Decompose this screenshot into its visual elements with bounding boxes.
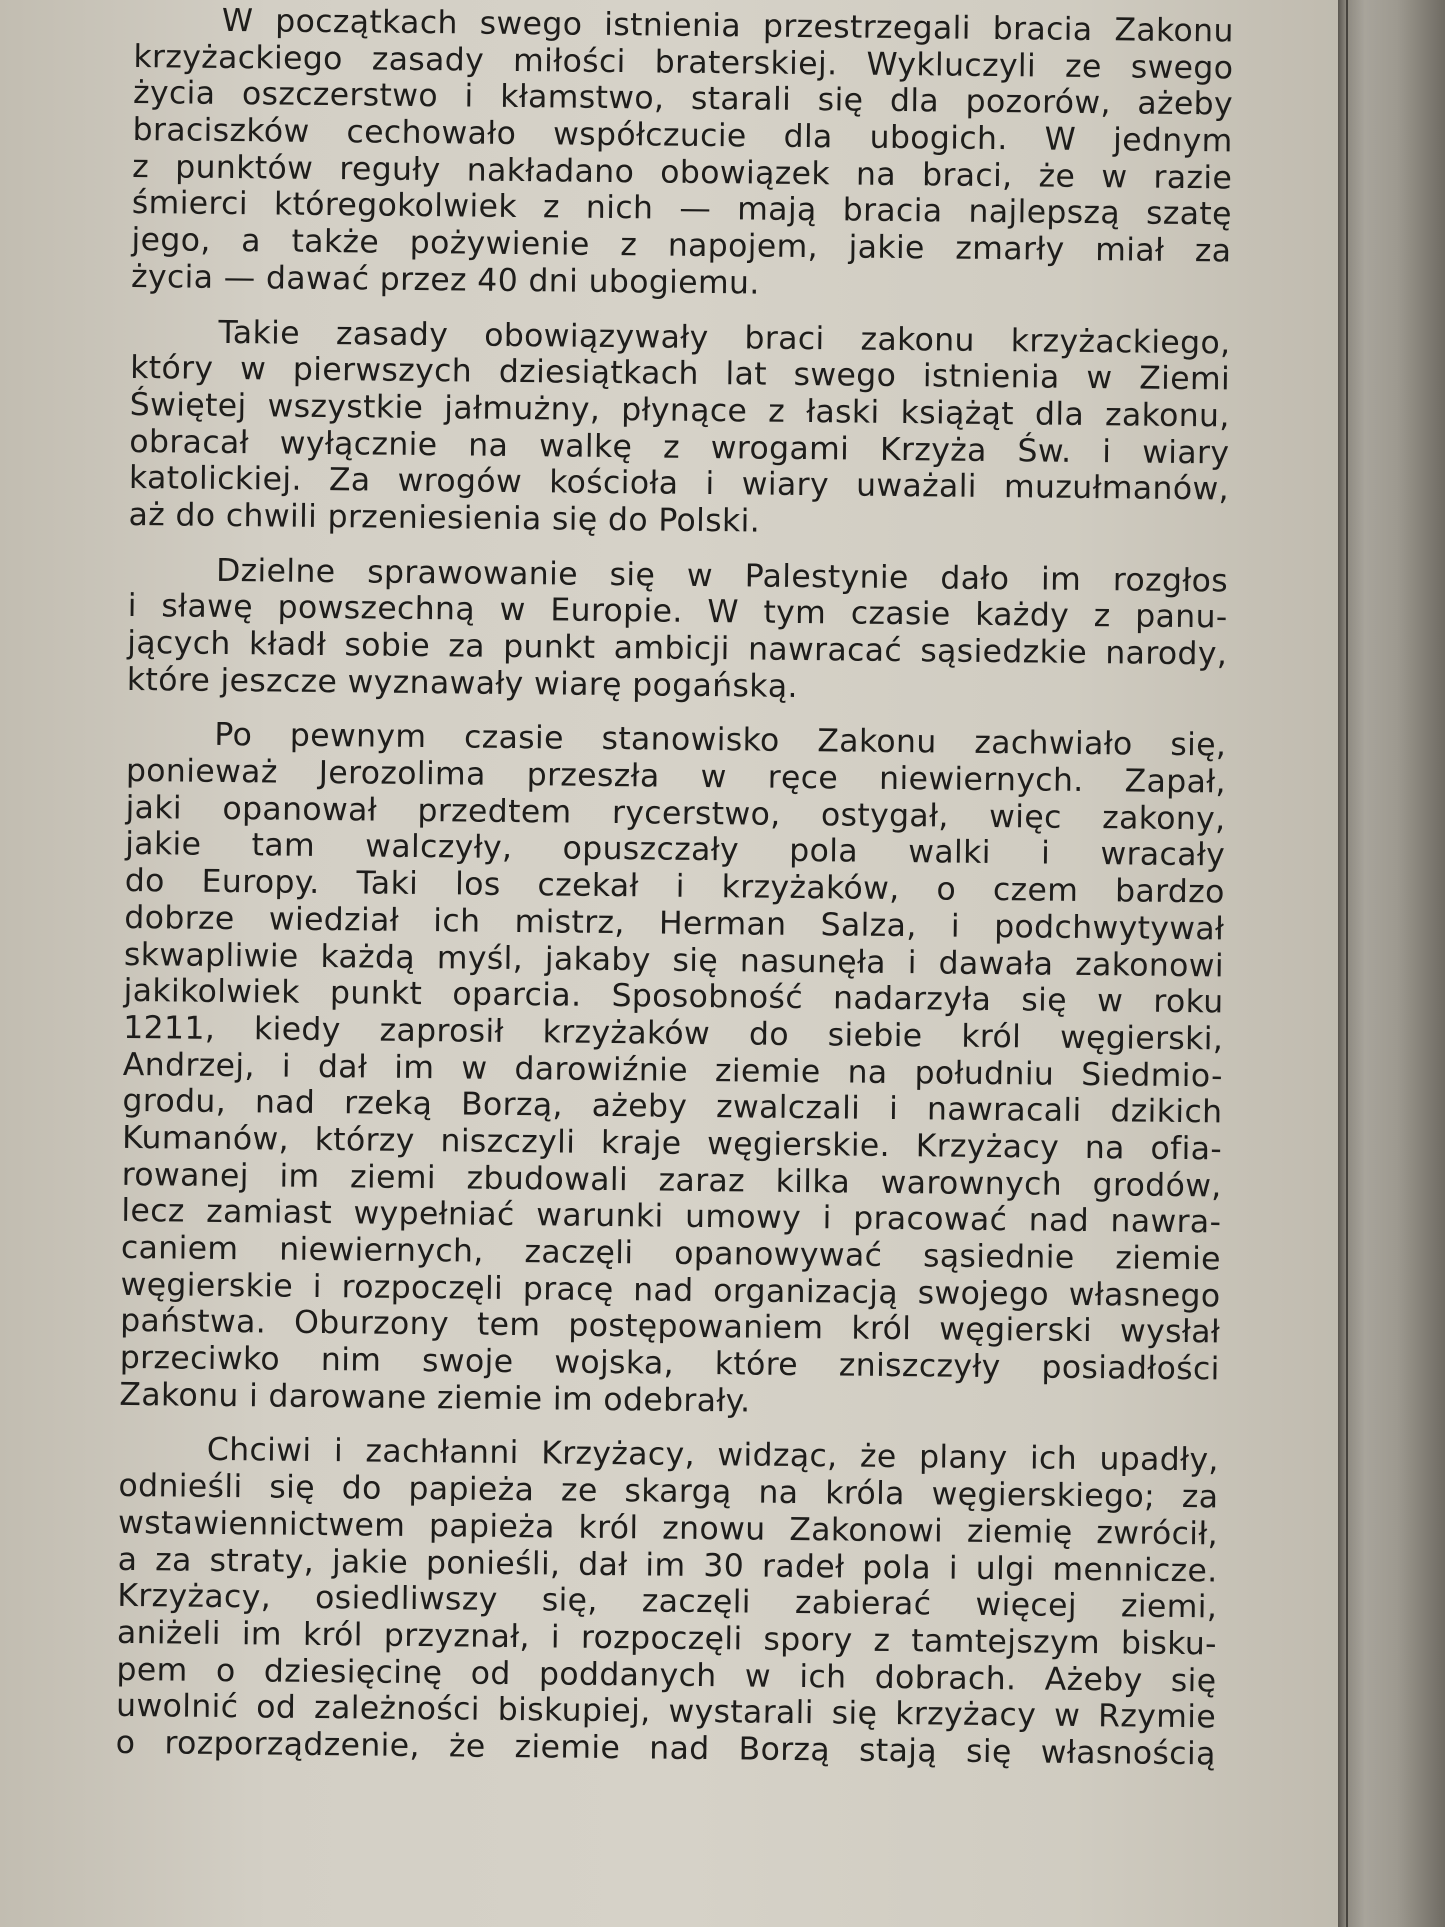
text-line: Zakonu i darowane ziemie im odebrały. — [119, 1376, 751, 1420]
page-edge — [1338, 0, 1445, 1927]
text-line: śmierci któregokolwiek z nich — mają bracia najlepszą szatę — [131, 185, 1233, 233]
text-line: rowanej im ziemi zbudowali zaraz kilka warownych grodów, — [121, 1156, 1222, 1205]
text-line: Chciwi i zachłanni Krzyżacy, widząc, że plany ich upadły, — [206, 1432, 1219, 1479]
text-line: jakikolwiek punkt oparcia. Sposobność nadarzyła się w roku — [123, 973, 1224, 1021]
text-line: pem o dziesięcinę od poddanych w ich dobrach. Ażeby się — [116, 1651, 1217, 1699]
text-line: a za straty, jakie ponieśli, dał im 30 radeł pola i ulgi mennicze. — [117, 1541, 1218, 1589]
text-line: braciszków cechowało współczucie dla ubogich. W jednym — [132, 112, 1233, 160]
text-line: który w pierwszych dziesiątkach lat swego istnienia w Ziemi — [129, 350, 1231, 398]
text-line: państwa. Oburzony tem postępowaniem król węgierski wysłał — [119, 1303, 1221, 1351]
text-line: krzyżackiego zasady miłości braterskiej. Wykluczyli ze swego — [133, 38, 1234, 87]
paragraph-1 — [131, 2, 1234, 307]
text-line: lecz zamiast wypełniać warunki umowy i pracować nad nawra- — [121, 1193, 1222, 1241]
text-line: życia oszczerstwo i kłamstwo, starali się dla pozorów, ażeby — [132, 75, 1234, 123]
text-line: Takie zasady obowiązywały braci zakonu krzyżackiego, — [218, 314, 1231, 361]
text-line: Świętej wszystkie jałmużny, płynące z łaski książąt dla zakonu, — [129, 386, 1230, 435]
text-line: Po pewnym czasie stanowisko Zakonu zachwiało się, — [214, 717, 1227, 764]
text-line: Kumanów, którzy niszczyli kraje węgierskie. Krzyżacy na ofia- — [121, 1119, 1223, 1168]
paragraph-3 — [127, 552, 1228, 710]
text-line: aż do chwili przeniesienia się do Polski. — [128, 496, 761, 540]
text-line: i sławę powszechną w Europie. W tym czasie każdy z panu- — [127, 588, 1228, 636]
text-line: jakie tam walczyły, opuszczały pola walki i wracały — [124, 826, 1226, 874]
text-line: Krzyżacy, osiedliwszy się, zaczęli zabierać więcej ziemi, — [117, 1578, 1218, 1626]
text-line: z punktów reguły nakładano obowiązek na braci, że w razie — [132, 148, 1233, 197]
paragraph-5 — [116, 1431, 1219, 1773]
text-line: przeciwko nim swoje wojska, które zniszczyły posiadłości — [119, 1339, 1220, 1388]
text-line: życia — dawać przez 40 dni ubogiemu. — [130, 258, 760, 302]
text-line: aniżeli im król przyznał, i rozpoczęli spory z tamtejszym bisku- — [116, 1614, 1218, 1663]
paragraph-2 — [128, 313, 1230, 545]
text-line: uwolnić od zależności biskupiej, wystarali się krzyżacy w Rzymie — [115, 1688, 1217, 1736]
page-edge-line — [1346, 0, 1348, 1927]
text-line: 1211, kiedy zaprosił krzyżaków do siebie król węgierski, — [123, 1009, 1224, 1058]
text-line: odnieśli się do papieża ze skargą na króla węgierskiego; za — [118, 1468, 1219, 1516]
text-line: o rozporządzenie, że ziemie nad Borzą stają się własnością — [115, 1724, 1216, 1773]
text-line: do Europy. Taki los czekał i krzyżaków, o czem bardzo — [124, 863, 1225, 911]
text-line: grodu, nad rzeką Borzą, ażeby zwalczali i nawracali dzikich — [122, 1083, 1223, 1131]
text-line: W początkach swego istnienia przestrzegali bracia Zakonu — [221, 2, 1234, 50]
text-line: jących kładł sobie za punkt ambicji nawracać sąsiedzkie narody, — [127, 624, 1228, 673]
text-line: węgierskie i rozpoczęli pracę nad organizacją swojego własnego — [120, 1266, 1221, 1315]
text-line: ponieważ Jerozolima przeszła w ręce niewiernych. Zapał, — [125, 753, 1227, 801]
text-line: Andrzej, i dał im w darowiźnie ziemie na południu Siedmio- — [122, 1046, 1224, 1095]
text-line: jego, a także pożywienie z napojem, jakie zmarły miał za — [131, 222, 1232, 270]
text-line: Dzielne sprawowanie się w Palestynie dało im rozgłos — [215, 552, 1229, 600]
text-line: obracał wyłącznie na walkę z wrogami Krzyża Św. i wiary — [129, 423, 1230, 472]
text-line: dobrze wiedział ich mistrz, Herman Salza, i podchwytywał — [124, 899, 1225, 948]
text-line: katolickiej. Za wrogów kościoła i wiary uważali muzułmanów, — [128, 460, 1230, 508]
paragraph-4 — [119, 716, 1226, 1425]
text-line: które jeszcze wyznawały wiarę pogańską. — [126, 661, 799, 705]
body-text — [116, 2, 1234, 1773]
text-line: skwapliwie każdą myśl, jakaby się nasunęła i dawała zakonowi — [123, 936, 1225, 984]
text-line: jaki opanował przedtem rycerstwo, ostygał, więc zakony, — [125, 789, 1226, 838]
text-line: wstawiennictwem papieża król znowu Zakonowi ziemię zwrócił, — [117, 1504, 1219, 1553]
text-line: caniem niewiernych, zaczęli opanowywać sąsiednie ziemie — [120, 1229, 1222, 1278]
